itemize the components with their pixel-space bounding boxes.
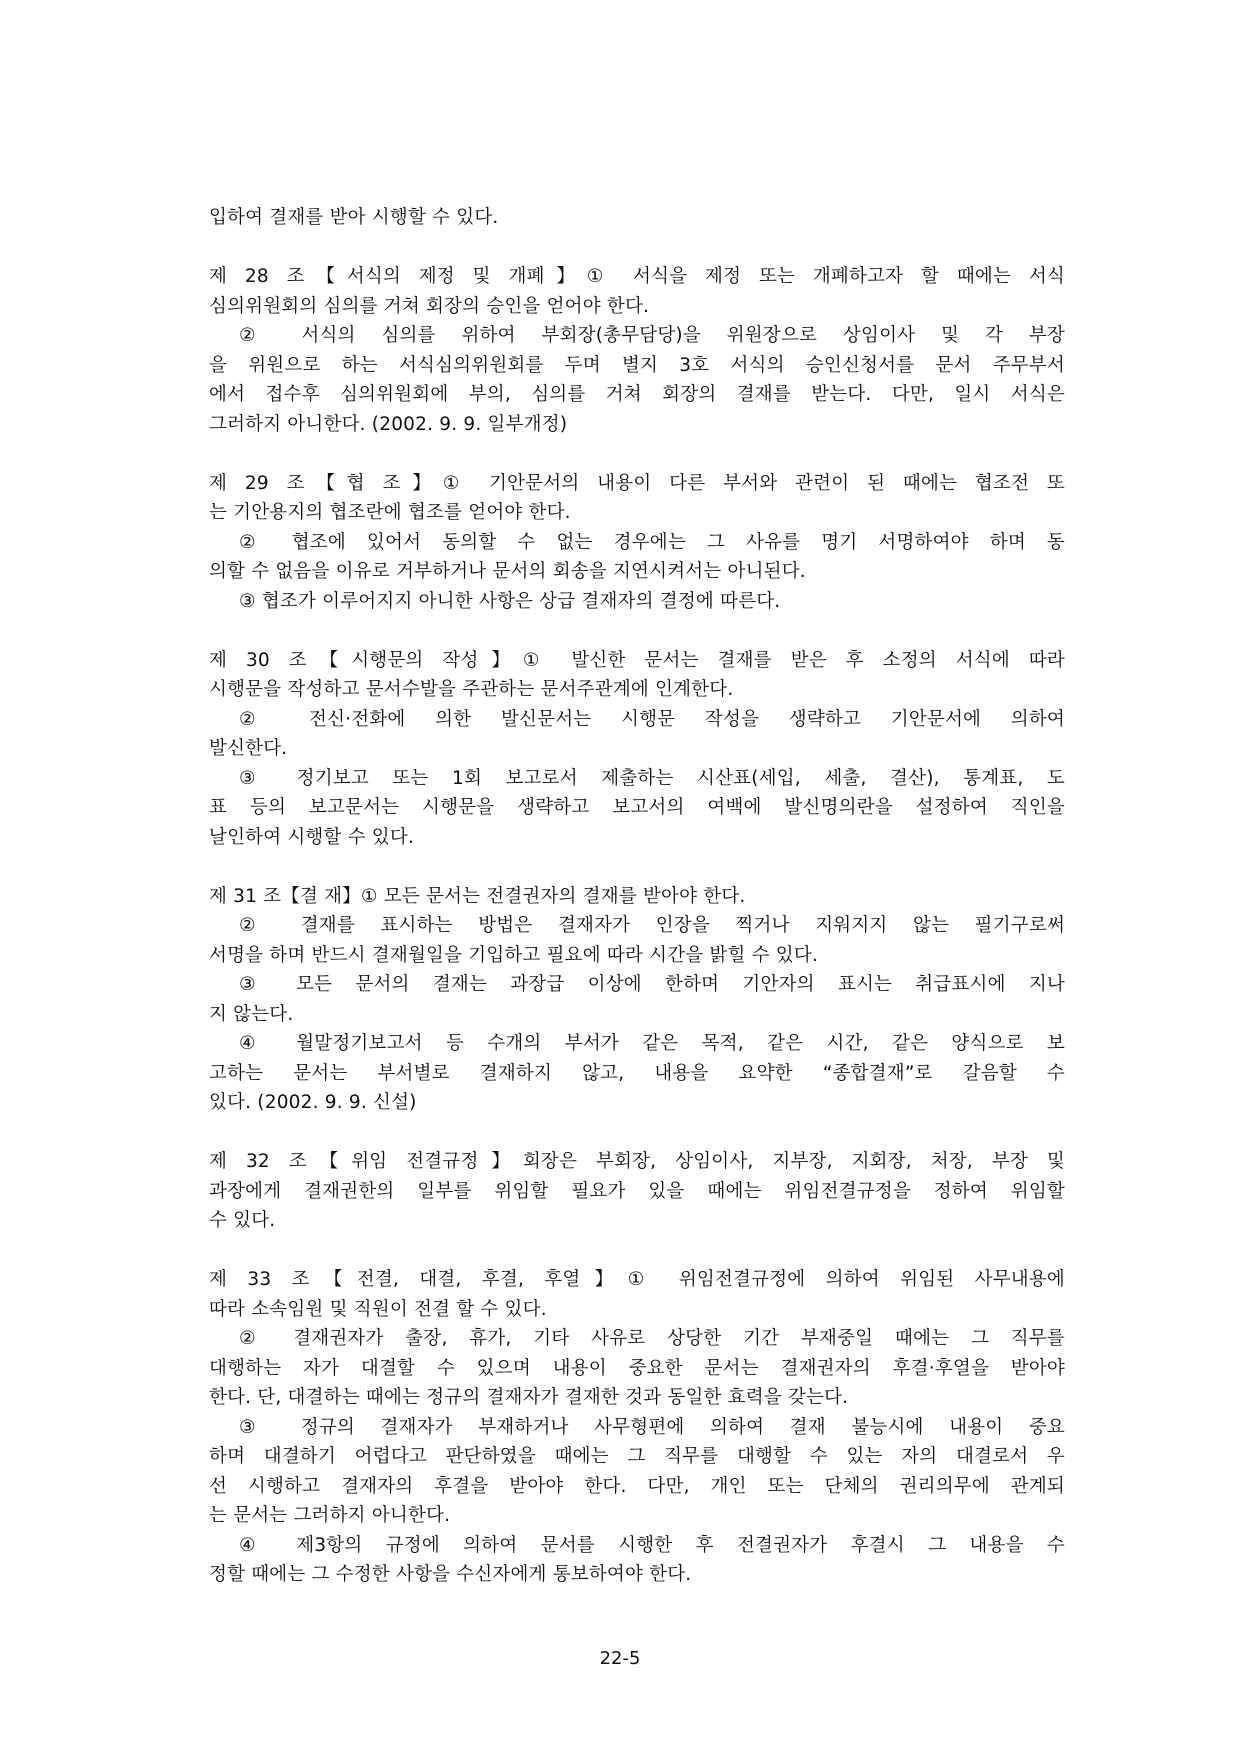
text-line: 을 위원으로 하는 서식심의위원회를 두며 별지 3호 서식의 승인신청서를 문서 주무부서 [209,354,1065,376]
text-line: 한다. 단, 대결하는 때에는 정규의 결재자가 결재한 것과 동일한 효력을 갖는다. [209,1387,849,1408]
paragraph-art29 [209,469,1065,617]
text-line: ② 서식의 심의를 위하여 부회장(총무담당)을 위원장으로 상임이사 및 각 부장 [239,325,1065,346]
text-line: ③ 모든 문서의 결재는 과장급 이상에 한하며 기안자의 표시는 취급표시에 지나 [239,974,1065,995]
text-line: 제 33 조【전결, 대결, 후결, 후열】① 위임전결규정에 의하여 위임된 사무내용에 [209,1269,1065,1290]
paragraph-art30 [209,646,1065,853]
text-line: 서명을 하며 반드시 결재월일을 기입하고 필요에 따라 시간을 밝힐 수 있다. [209,944,819,966]
text-line: 발신한다. [209,738,288,759]
text-line: ④ 제3항의 규정에 의하여 문서를 시행한 후 전결권자가 후결시 그 내용을 수 [239,1534,1065,1556]
text-line: 입하여 결재를 받아 시행할 수 있다. [209,207,499,228]
text-line: 제 29 조【협 조】① 기안문서의 내용이 다른 부서와 관련이 된 때에는 협조전 또 [209,472,1065,494]
text-line: 날인하여 시행할 수 있다. [209,826,415,848]
paragraph-art32 [209,1147,1065,1236]
text-line: ② 결재권자가 출장, 휴가, 기타 사유로 상당한 기간 부재중일 때에는 그 직무를 [239,1328,1065,1349]
text-line: 제 32 조【위임 전결규정】회장은 부회장, 상임이사, 지부장, 지회장, 처장, 부장 및 [209,1151,1065,1172]
paragraph-gap [209,1236,1065,1266]
text-line: 표 등의 보고문서는 시행문을 생략하고 보고서의 여백에 발신명의란을 설정하여 직인을 [209,797,1065,818]
text-line: 제 28 조【서식의 제정 및 개폐】① 서식을 제정 또는 개폐하고자 할 때에는 서식 [209,266,1065,287]
text-line: ③ 협조가 이루어지지 아니한 사항은 상급 결재자의 결정에 따른다. [239,590,781,612]
text-line: 선 시행하고 결재자의 후결을 받아야 한다. 다만, 개인 또는 단체의 권리의무에 관계되 [209,1475,1065,1497]
text-line: ④ 월말정기보고서 등 수개의 부서가 같은 목적, 같은 시간, 같은 양식으로 보 [239,1033,1065,1054]
paragraph-gap [209,439,1065,469]
text-line: 대행하는 자가 대결할 수 있으며 내용이 중요한 문서는 결재권자의 후결·후열을 받아야 [209,1357,1065,1379]
text-line: ③ 정규의 결재자가 부재하거나 사무형편에 의하여 결재 불능시에 내용이 중요 [239,1416,1065,1438]
text-line: 하며 대결하기 어렵다고 판단하였을 때에는 그 직무를 대행할 수 있는 자의 대결로서 우 [209,1446,1065,1467]
text-line: 고하는 문서는 부서별로 결재하지 않고, 내용을 요약한 “종합결재”로 갈음할 수 [209,1062,1065,1084]
text-line: 정할 때에는 그 수정한 사항을 수신자에게 통보하여야 한다. [209,1564,692,1585]
text-line: 그러하지 아니한다. (2002. 9. 9. 일부개정) [209,413,568,435]
text-line: 는 기안용지의 협조란에 협조를 얻어야 한다. [209,502,571,523]
text-line: ② 협조에 있어서 동의할 수 없는 경우에는 그 사유를 명기 서명하여야 하며 동 [239,531,1065,553]
text-line: 따라 소속임원 및 직원이 전결 할 수 있다. [209,1298,547,1320]
paragraph-art33 [209,1265,1065,1590]
text-line: 에서 접수후 심의위원회에 부의, 심의를 거쳐 회장의 결재를 받는다. 다만, 일시 서식은 [209,384,1065,405]
text-line: 심의위원회의 심의를 거쳐 회장의 승인을 얻어야 한다. [209,295,650,317]
paragraph-gap [209,852,1065,882]
paragraph-gap [209,616,1065,646]
text-line: 과장에게 결재권한의 일부를 위임할 필요가 있을 때에는 위임전결규정을 정하여 위임할 [209,1180,1065,1202]
text-line: ② 결재를 표시하는 방법은 결재자가 인장을 찍거나 지워지지 않는 필기구로써 [239,915,1065,936]
paragraph-gap [209,1118,1065,1148]
text-line: 제 30 조【시행문의 작성】① 발신한 문서는 결재를 받은 후 소정의 서식에 따라 [209,649,1065,671]
paragraph-art31 [209,882,1065,1118]
text-line: ② 전신·전화에 의한 발신문서는 시행문 작성을 생략하고 기안문서에 의하여 [239,708,1065,730]
text-line: 는 문서는 그러하지 아니한다. [209,1505,451,1526]
text-line: 제 31 조【결 재】① 모든 문서는 전결권자의 결재를 받아야 한다. [209,885,746,907]
text-line: 수 있다. [209,1210,276,1231]
paragraph-p0 [209,203,1065,233]
text-line: 지 않는다. [209,1003,294,1025]
text-line: 의할 수 없음을 이유로 거부하거나 문서의 회송을 지연시켜서는 아니된다. [209,561,806,582]
paragraph-gap [209,233,1065,263]
document-body [209,203,1065,1590]
text-line: 시행문을 작성하고 문서수발을 주관하는 문서주관계에 인계한다. [209,679,734,700]
text-line: 있다. (2002. 9. 9. 신설) [209,1092,417,1113]
page-number: 22-5 [599,1648,641,1669]
paragraph-art28 [209,262,1065,439]
text-line: ③ 정기보고 또는 1회 보고로서 제출하는 시산표(세입, 세출, 결산), 통계표, 도 [239,767,1065,789]
